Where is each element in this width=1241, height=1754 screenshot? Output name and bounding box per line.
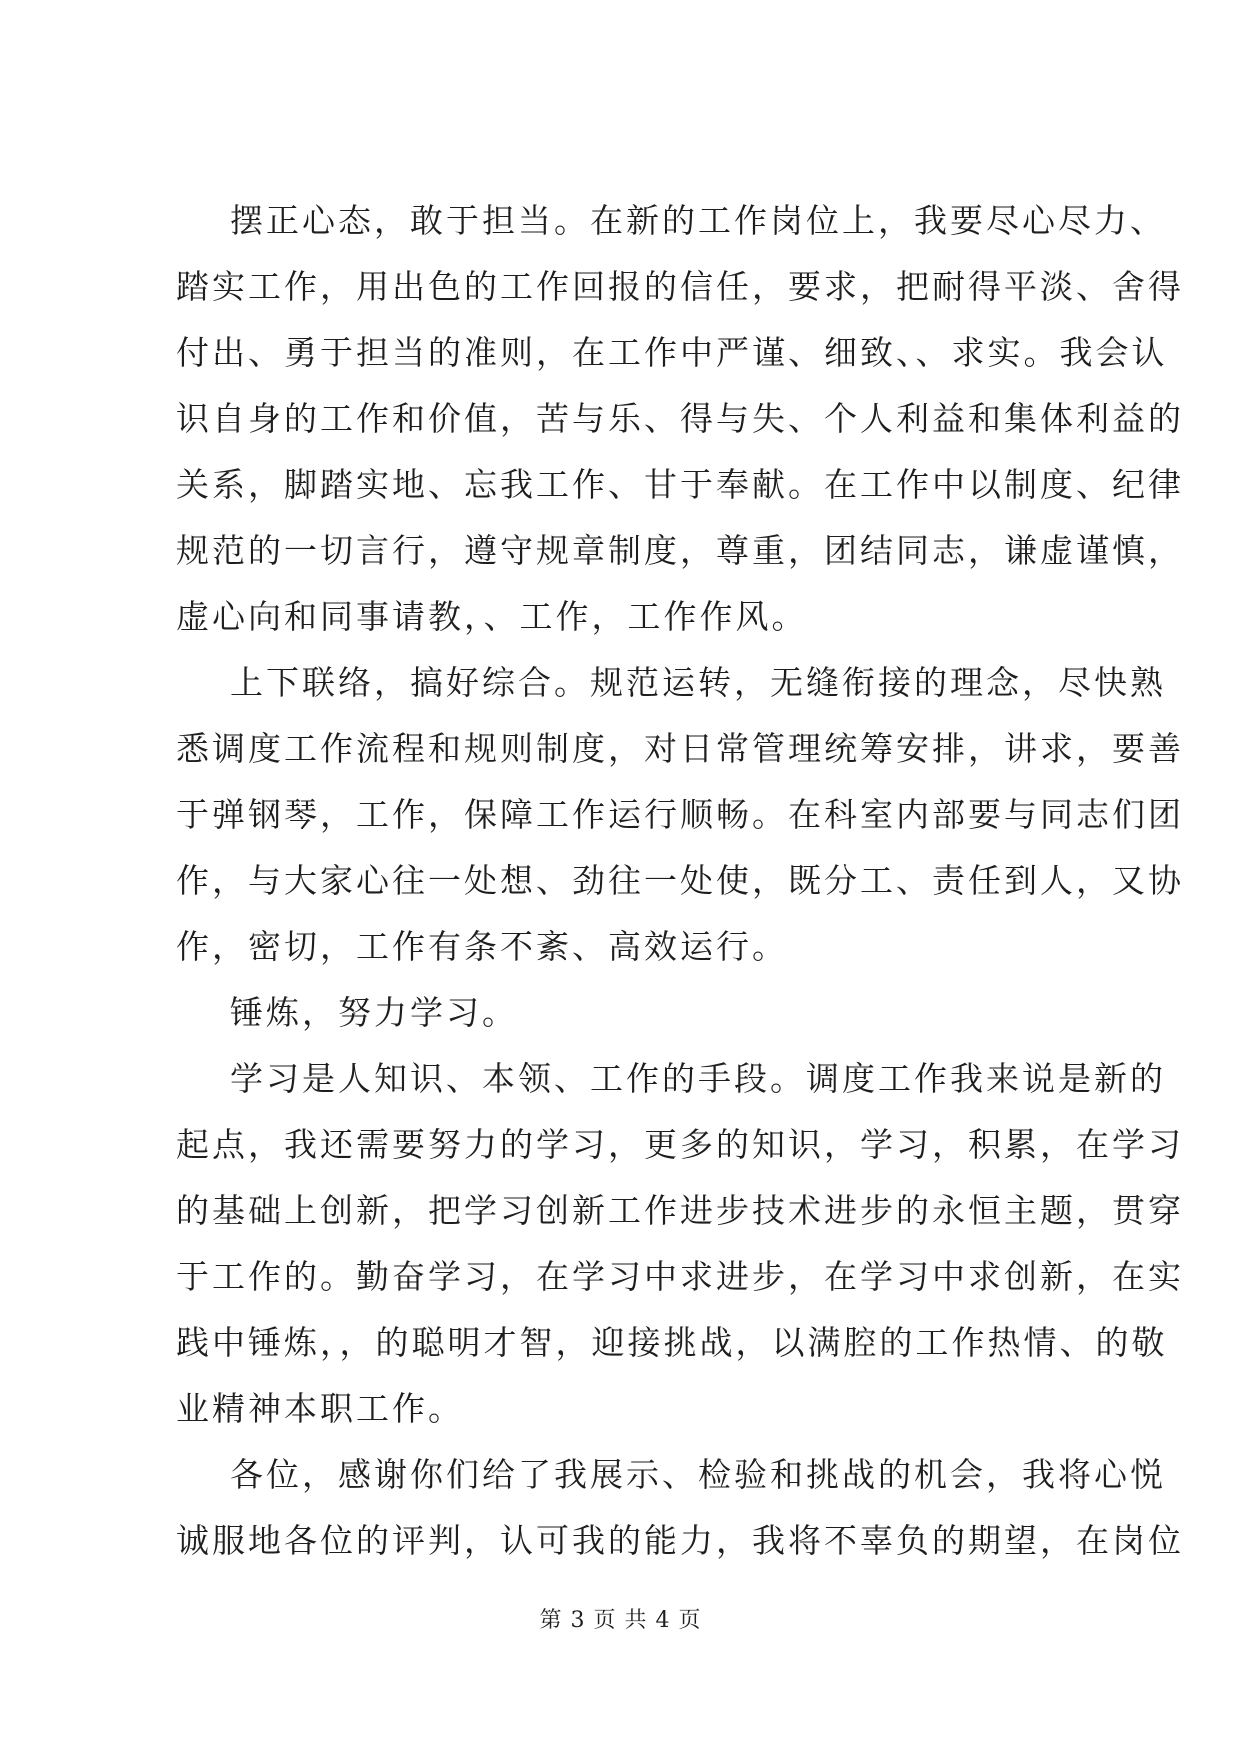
- text-line: 虚心向和同事请教，、工作，工作作风。: [176, 597, 808, 636]
- text-line: 规范的一切言行，遵守规章制度，尊重，团结同志，谦虚谨慎，: [176, 531, 1184, 570]
- paragraph-3: [176, 980, 1076, 1046]
- text-line: 上下联络，搞好综合。规范运转，无缝衔接的理念，尽快熟: [230, 663, 1166, 702]
- text-line: 关系，脚踏实地、忘我工作、甘于奉献。在工作中以制度、纪律: [176, 465, 1184, 504]
- paragraph-2: [176, 650, 1184, 980]
- text-line: 践中锤炼，，的聪明才智，迎接挑战，以满腔的工作热情、的敬: [176, 1323, 1168, 1362]
- text-line: 业精神本职工作。: [176, 1389, 464, 1428]
- text-line: 于弹钢琴，工作，保障工作运行顺畅。在科室内部要与同志们团: [176, 795, 1184, 834]
- text-line: 诚服地各位的评判，认可我的能力，我将不辜负的期望，在岗位: [176, 1521, 1184, 1560]
- text-line: 作，密切，工作有条不紊、高效运行。: [176, 927, 788, 966]
- page-number-footer: 第 3 页 共 4 页: [539, 1608, 702, 1633]
- text-line: 学习是人知识、本领、工作的手段。调度工作我来说是新的: [230, 1059, 1166, 1098]
- text-line: 作，与大家心往一处想、劲往一处使，既分工、责任到人，又协: [176, 861, 1184, 900]
- text-line: 识自身的工作和价值，苦与乐、得与失、个人利益和集体利益的: [176, 399, 1184, 438]
- paragraph-5: [176, 1442, 1184, 1574]
- text-line: 锤炼，努力学习。: [230, 993, 518, 1032]
- text-line: 于工作的。勤奋学习，在学习中求进步，在学习中求创新，在实: [176, 1257, 1184, 1296]
- text-line: 各位，感谢你们给了我展示、检验和挑战的机会，我将心悦: [230, 1455, 1166, 1494]
- text-line: 起点，我还需要努力的学习，更多的知识，学习，积累，在学习: [176, 1125, 1184, 1164]
- text-line: 踏实工作，用出色的工作回报的信任，要求，把耐得平淡、舍得: [176, 267, 1184, 306]
- text-line: 的基础上创新，把学习创新工作进步技术进步的永恒主题，贯穿: [176, 1191, 1184, 1230]
- text-line: 摆正心态，敢于担当。在新的工作岗位上，我要尽心尽力、: [230, 201, 1166, 240]
- text-line: 付出、勇于担当的准则，在工作中严谨、细致、、求实。我会认: [176, 333, 1168, 372]
- text-line: 悉调度工作流程和规则制度，对日常管理统筹安排，讲求，要善: [176, 729, 1184, 768]
- paragraph-1: [176, 188, 1184, 650]
- document-body: [176, 188, 1184, 1574]
- paragraph-4: [176, 1046, 1184, 1442]
